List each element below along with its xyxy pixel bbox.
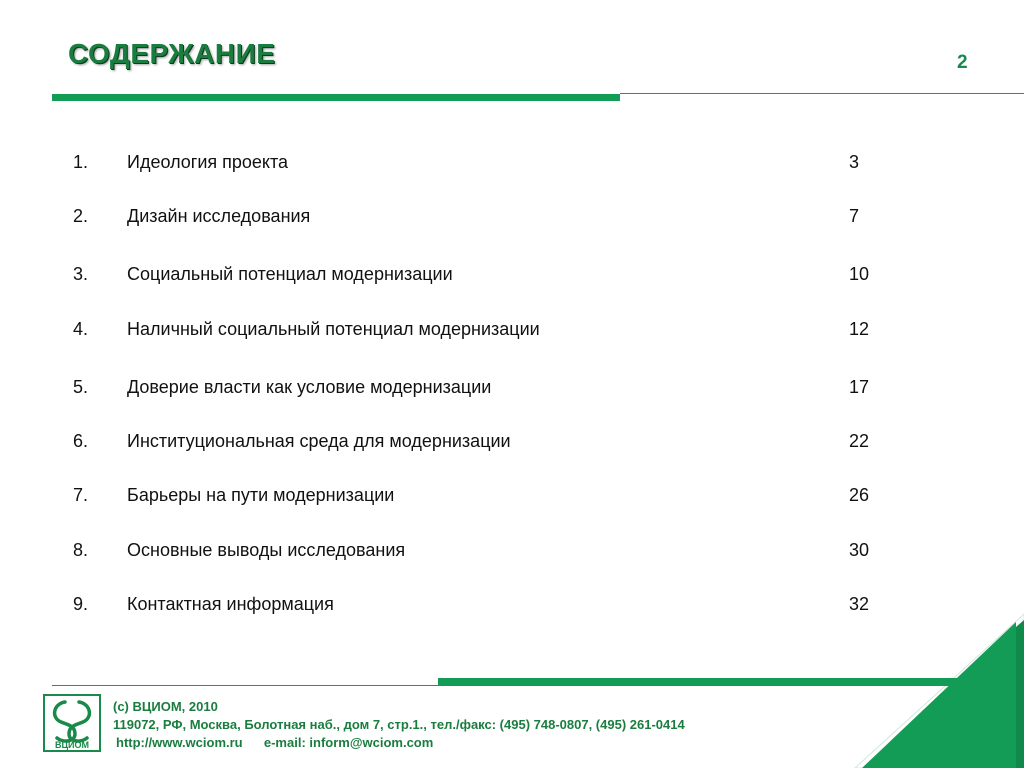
toc-item-page: 30 [849,540,870,560]
toc-item-page: 10 [849,264,870,284]
toc-item-number: 3. [73,264,89,284]
page-title: СОДЕРЖАНИЕ [68,38,276,69]
toc-item-page: 7 [849,206,860,226]
toc-item-page: 32 [849,594,870,614]
toc-item-number: 5. [73,377,89,397]
toc-item-title: Барьеры на пути модернизации [127,485,395,505]
footer-rule-thin [52,685,438,686]
footer-rule-thick [438,678,958,686]
toc-item-number: 7. [73,485,89,505]
toc-item-title: Основные выводы исследования [127,540,406,560]
footer-address: 119072, РФ, Москва, Болотная наб., дом 7, стр.1., тел./факс: (495) 748-0807, (495) 261-0414 [113,717,685,732]
toc-item-page: 26 [849,485,870,505]
toc-item-title: Идеология проекта [127,152,289,172]
toc-item-title: Контактная информация [127,594,334,614]
toc-item-number: 1. [73,152,89,172]
toc-item-page: 3 [849,152,860,172]
toc-item-number: 4. [73,319,89,339]
toc-item-page: 17 [849,377,870,397]
toc-item-number: 9. [73,594,89,614]
toc-item-page: 12 [849,319,870,339]
toc-item-title: Наличный социальный потенциал модернизации [127,319,540,339]
footer-web-link[interactable]: http://www.wciom.ru [116,735,243,750]
toc-item-number: 6. [73,431,89,451]
toc-item-title: Социальный потенциал модернизации [127,264,453,284]
footer-copyright: (c) ВЦИОМ, 2010 [113,699,218,714]
toc-item-page: 22 [849,431,870,451]
footer-email-link[interactable]: e-mail: inform@wciom.com [263,735,434,750]
toc-item-title: Доверие власти как условие модернизации [127,377,492,397]
footer-contacts [116,735,433,750]
wciom-logo [43,694,101,752]
logo-text: ВЦИОМ [54,740,90,750]
toc-item-number: 2. [73,206,89,226]
page-number: 2 [957,52,968,73]
toc-item-number: 8. [73,540,89,560]
toc-item-title: Дизайн исследования [127,206,311,226]
toc-item-title: Институциональная среда для модернизации [127,431,511,451]
